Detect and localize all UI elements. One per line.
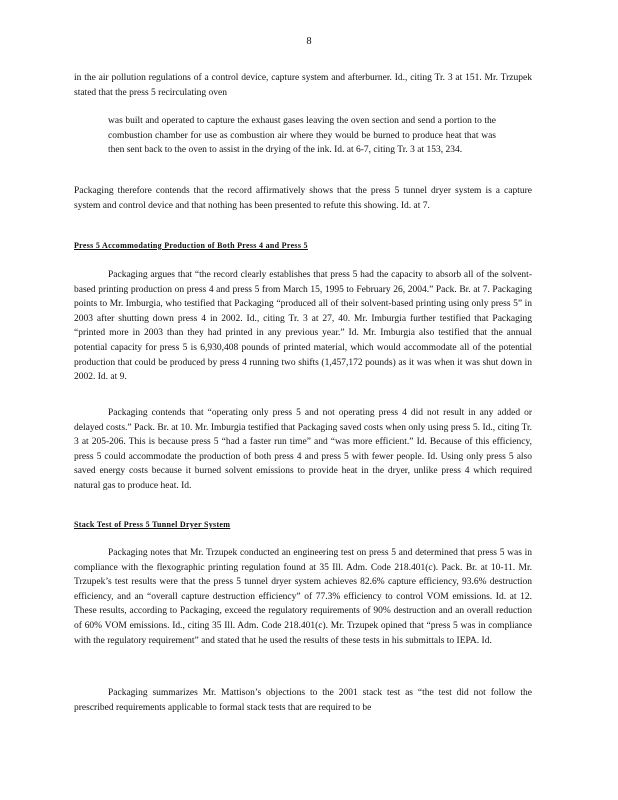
block-quote: was built and operated to capture the exhaust gases leaving the oven section and send a portion to the combustion chamber for use as combustion air where they would be burned to produce heat that was then sent back to the oven to assist in the drying of the ink. Id. at 6-7, citing Tr. 3 at 153, 234. <box>108 116 496 156</box>
section-heading-press5-production: Press 5 Accommodating Production of Both Press 4 and Press 5 <box>74 241 308 250</box>
paragraph-stack-test: Packaging notes that Mr. Trzupek conducted an engineering test on press 5 and determined that press 5 was in compliance with the flexographic printing regulation found at 35 Ill. Adm. Code 218.401(c). Pack. Br. at 10-11. Mr. Trzupek’s test results were that the press 5 tunnel dryer system achieves 82.6% capture efficiency, 93.6% destruction efficiency, and an “overall capture destruction efficiency” of 77.3% efficiency to control VOM emissions. Id. at 12. These results, according to Packaging, exceed the regulatory requirements of 90% destruction and an overall reduction of 60% VOM emissions. Id., citing 35 Ill. Adm. Code 218.401(c). Mr. Trzupek opined that “press 5 was in compliance with the regulatory requirement” and stated that he used the results of these tests in his submittals to IEPA. Id. <box>74 548 532 646</box>
section-heading-stack-test: Stack Test of Press 5 Tunnel Dryer System <box>74 520 231 529</box>
paragraph-costs: Packaging contends that “operating only press 5 and not operating press 4 did not result in any added or delayed costs.” Pack. Br. at 10. Mr. Imburgia testified that Packaging saved costs when only using press 5. Id., citing Tr. 3 at 205-206. This is because press 5 “had a faster run time” and “was more efficient.” Id. Because of this efficiency, press 5 could accommodate the production of both press 4 and press 5 with fewer people. Id. Using only press 5 also saved energy costs because it burned solvent emissions to provide heat in the dryer, unlike press 4 which required natural gas to produce heat. Id. <box>74 408 532 491</box>
page-number: 8 <box>306 36 312 47</box>
paragraph-objections: Packaging summarizes Mr. Mattison’s objections to the 2001 stack test as “the test did not follow the prescribed requirements applicable to formal stack tests that are required to be <box>74 688 532 713</box>
paragraph-capacity: Packaging argues that “the record clearly establishes that press 5 had the capacity to absorb all of the solvent-based printing production on press 4 and press 5 from March 15, 1995 to February 26, 2004.” Pack. Br. at 7. Packaging points to Mr. Imburgia, who testified that Packaging “produced all of their solvent-based printing using only press 5” in 2003 after shutting down press 4 in 2002. Id., citing Tr. 3 at 27, 40. Mr. Imburgia further testified that Packaging “printed more in 2003 than they had printed in any previous year.” Id. Mr. Imburgia also testified that the annual potential capacity for press 5 is 6,930,408 pounds of printed material, which would accommodate all of the potential production that could be produced by press 4 running two shifts (1,457,172 pounds) as it was when it was shut down in 2002. Id. at 9. <box>74 270 532 383</box>
paragraph-continuation: in the air pollution regulations of a control device, capture system and afterburner. Id., citing Tr. 3 at 151. Mr. Trzupek stated that the press 5 recirculating oven <box>74 73 532 98</box>
paragraph-capture-system: Packaging therefore contends that the record affirmatively shows that the press 5 tunnel dryer system is a capture system and control device and that nothing has been presented to refute this showing. Id. at 7. <box>74 186 532 211</box>
